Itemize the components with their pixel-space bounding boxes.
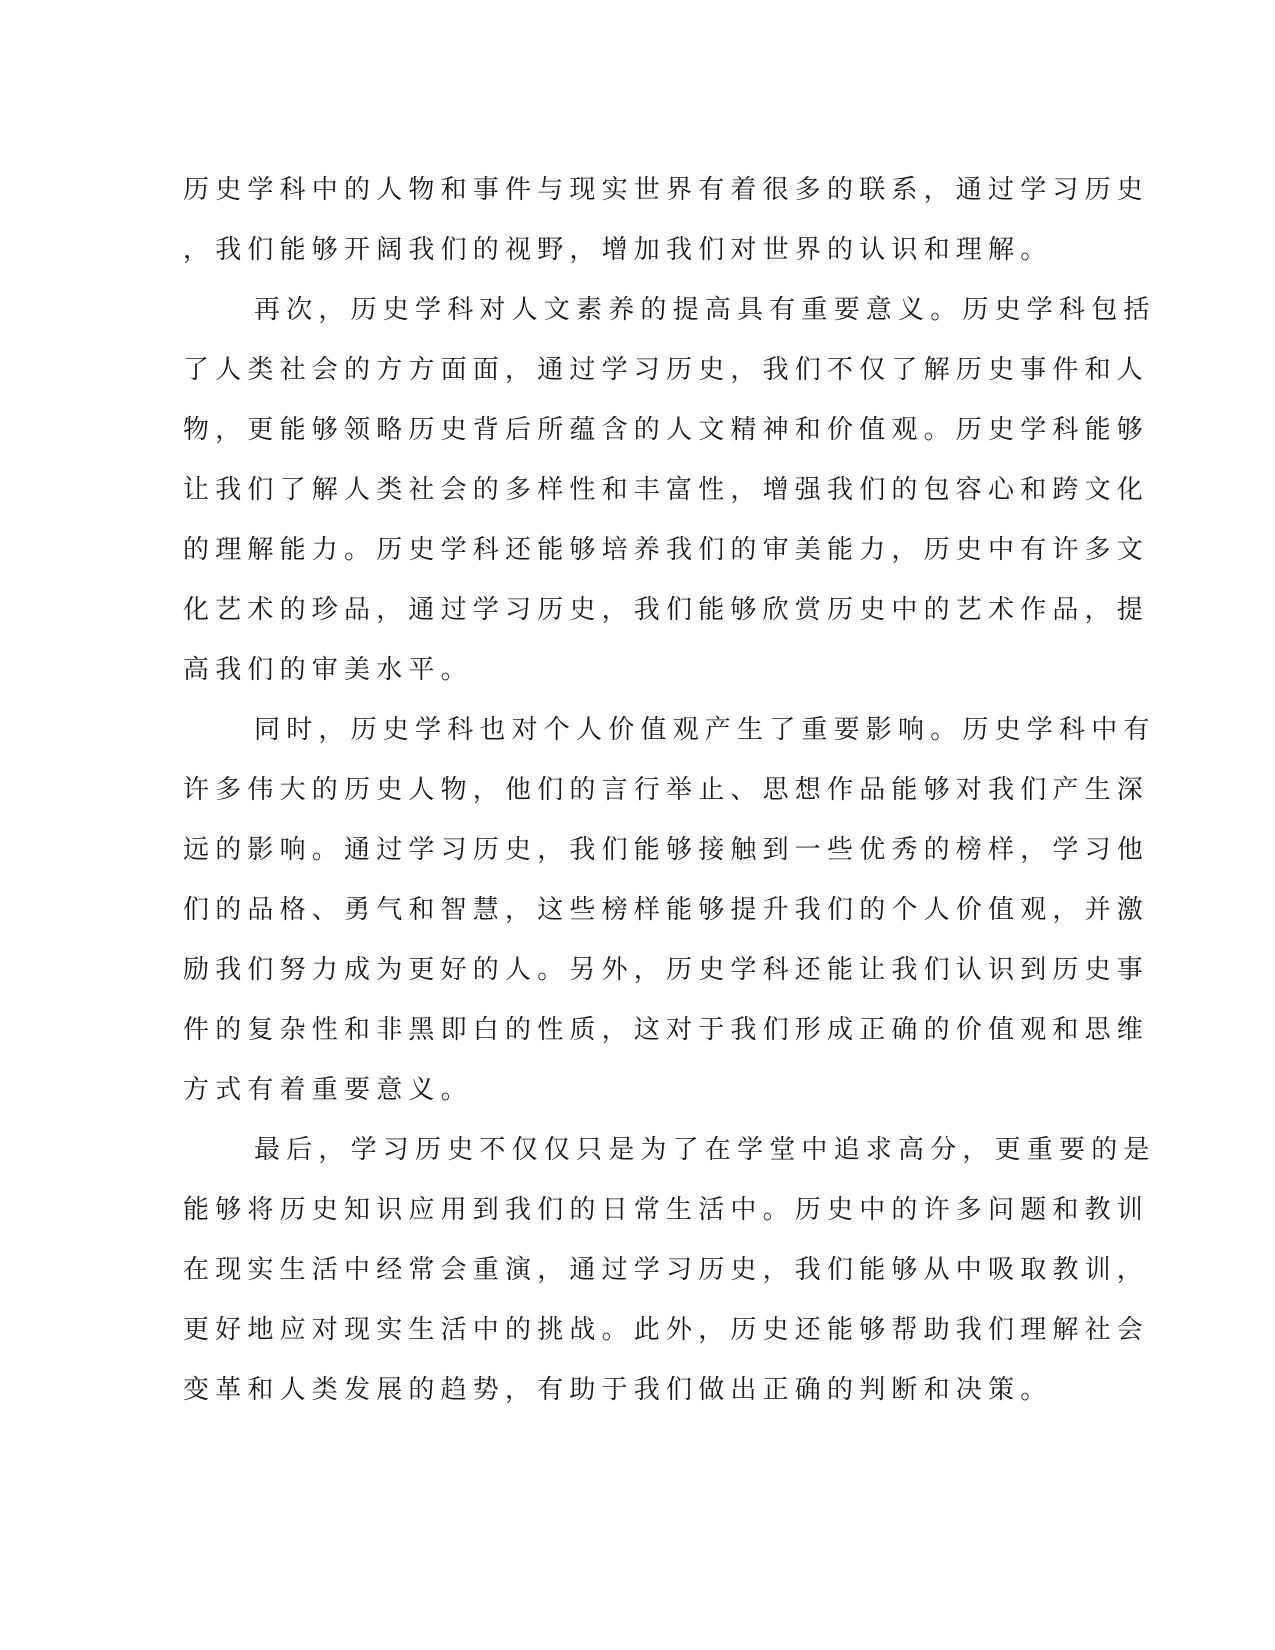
text-line: 的理解能力。历史学科还能够培养我们的审美能力，历史中有许多文 [183, 535, 1150, 565]
text-line: 件的复杂性和非黑即白的性质，这对于我们形成正确的价值观和思维 [183, 1015, 1150, 1045]
paragraph-start-line: 再次，历史学科对人文素养的提高具有重要意义。历史学科包括 [254, 295, 1156, 325]
text-line: 历史学科中的人物和事件与现实世界有着很多的联系，通过学习历史 [183, 175, 1150, 205]
paragraph-start-line: 最后，学习历史不仅仅只是为了在学堂中追求高分，更重要的是 [254, 1135, 1156, 1165]
text-line: 远的影响。通过学习历史，我们能够接触到一些优秀的榜样，学习他 [183, 835, 1150, 865]
text-line: 了人类社会的方方面面，通过学习历史，我们不仅了解历史事件和人 [183, 355, 1150, 385]
text-line: 变革和人类发展的趋势，有助于我们做出正确的判断和决策。 [183, 1375, 1053, 1405]
text-line: 方式有着重要意义。 [183, 1075, 473, 1105]
text-line: 物，更能够领略历史背后所蕴含的人文精神和价值观。历史学科能够 [183, 415, 1150, 445]
text-line: 们的品格、勇气和智慧，这些榜样能够提升我们的个人价值观，并激 [183, 895, 1150, 925]
text-line: ，我们能够开阔我们的视野，增加我们对世界的认识和理解。 [183, 235, 1053, 265]
text-line: 更好地应对现实生活中的挑战。此外，历史还能够帮助我们理解社会 [183, 1315, 1150, 1345]
text-line: 许多伟大的历史人物，他们的言行举止、思想作品能够对我们产生深 [183, 775, 1150, 805]
text-line: 励我们努力成为更好的人。另外，历史学科还能让我们认识到历史事 [183, 955, 1150, 985]
body-text [183, 160, 1156, 1420]
text-line: 化艺术的珍品，通过学习历史，我们能够欣赏历史中的艺术作品，提 [183, 595, 1150, 625]
text-line: 高我们的审美水平。 [183, 655, 473, 685]
text-line: 让我们了解人类社会的多样性和丰富性，增强我们的包容心和跨文化 [183, 475, 1150, 505]
text-line: 在现实生活中经常会重演，通过学习历史，我们能够从中吸取教训， [183, 1255, 1150, 1285]
text-line: 能够将历史知识应用到我们的日常生活中。历史中的许多问题和教训 [183, 1195, 1150, 1225]
paragraph-start-line: 同时，历史学科也对个人价值观产生了重要影响。历史学科中有 [254, 715, 1156, 745]
